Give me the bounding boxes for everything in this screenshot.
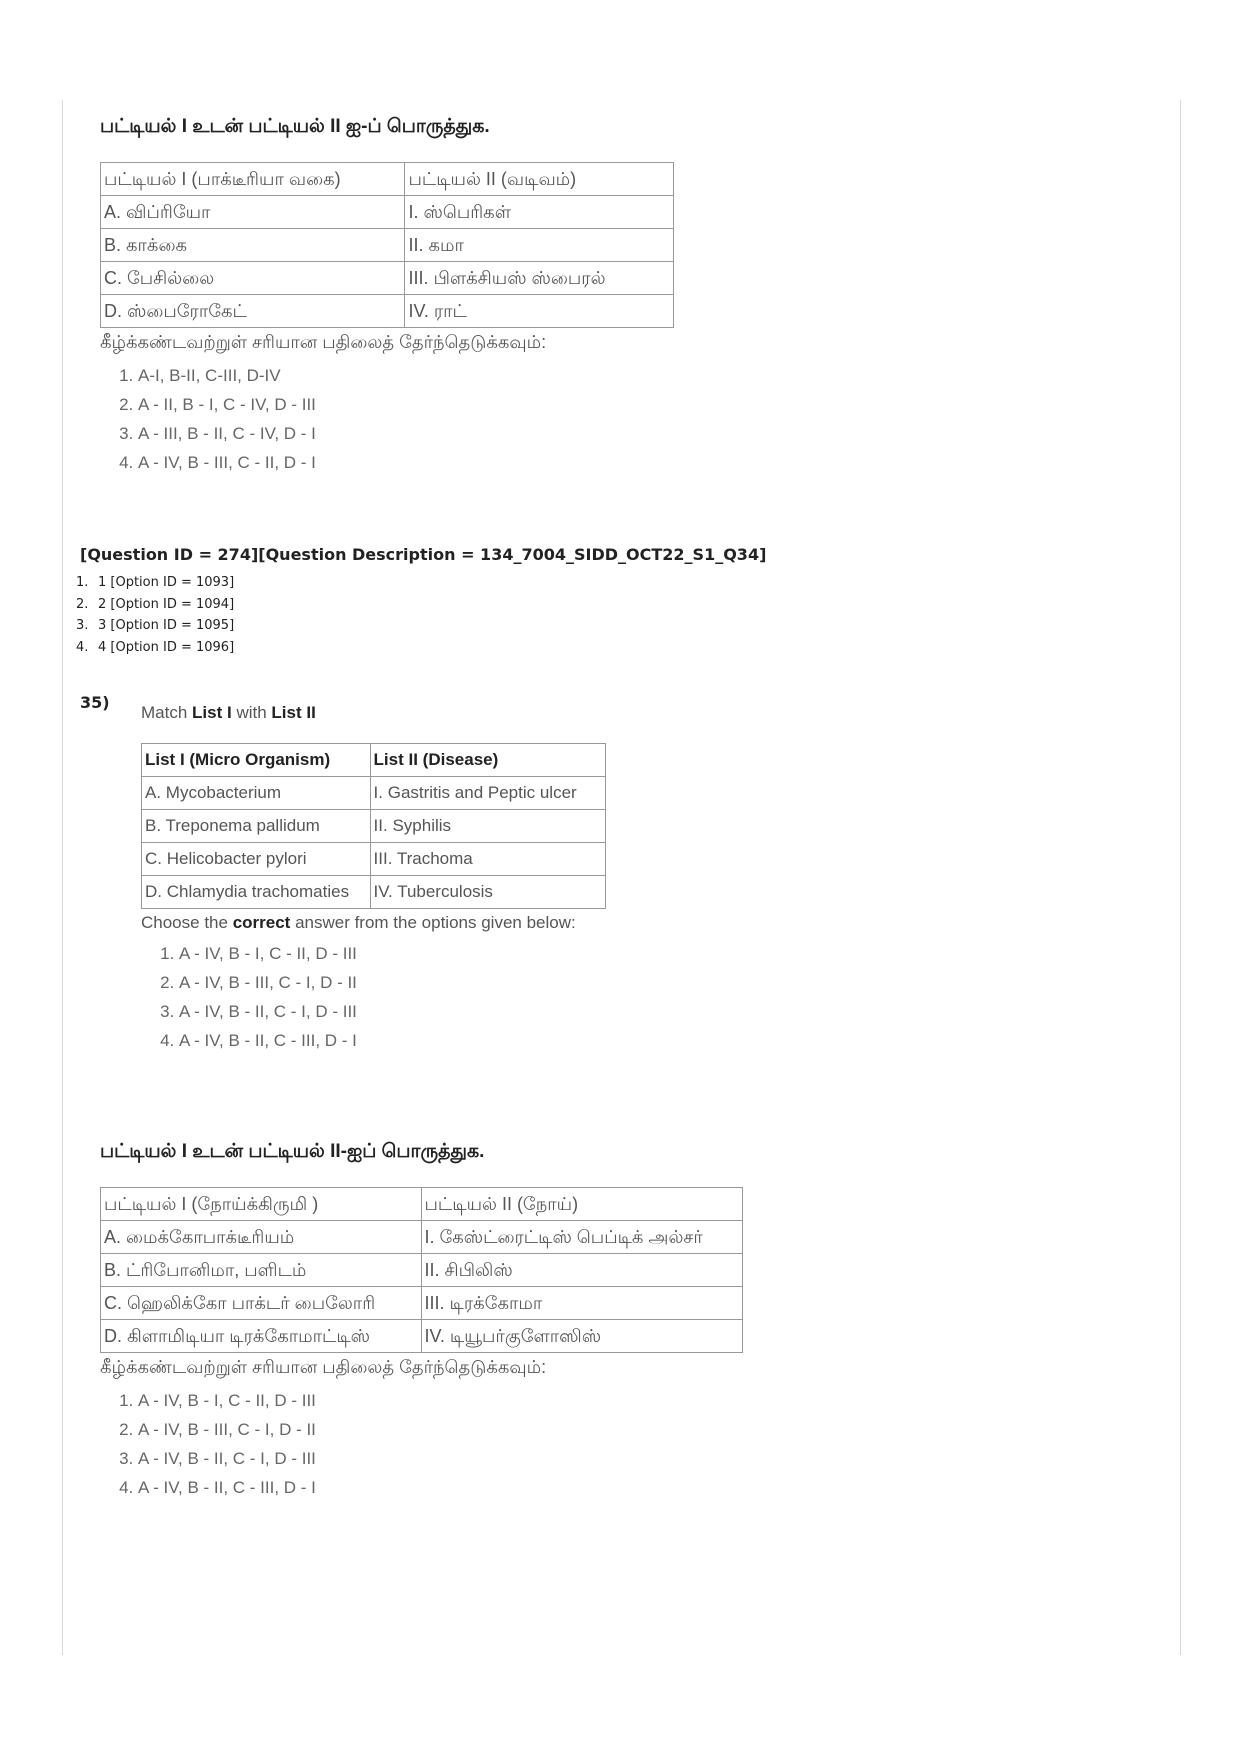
list-item: 2. 2 [Option ID = 1094] [76, 596, 235, 612]
question-meta [76, 545, 767, 658]
question-heading: Match List I with List II [141, 703, 316, 722]
list-item: 1. A - IV, B - I, C - II, D - III [179, 939, 606, 968]
table-cell: D. ஸ்பைரோகேட் [101, 295, 405, 328]
table-cell: பட்டியல் II (நோய்) [421, 1188, 742, 1221]
list-item: 2. A - II, B - I, C - IV, D - III [138, 390, 674, 419]
question-number: 35) [80, 693, 110, 712]
list-item: 2. A - IV, B - III, C - I, D - II [179, 968, 606, 997]
table-row [101, 196, 674, 229]
table-row [101, 1287, 743, 1320]
question-35-english [141, 703, 606, 1055]
table-cell: பட்டியல் I (நோய்க்கிருமி ) [101, 1188, 422, 1221]
table-row [142, 810, 606, 843]
table-row [142, 777, 606, 810]
table-cell: III. டிரக்கோமா [421, 1287, 742, 1320]
match-table [141, 743, 606, 909]
table-cell: II. Syphilis [370, 810, 605, 843]
table-row [142, 744, 606, 777]
table-cell: A. மைக்கோபாக்டீரியம் [101, 1221, 422, 1254]
list-item: 1. A-I, B-II, C-III, D-IV [138, 361, 674, 390]
table-cell: C. Helicobacter pylori [142, 843, 371, 876]
table-cell: IV. Tuberculosis [370, 876, 605, 909]
table-cell: C. பேசில்லை [101, 262, 405, 295]
list-item: 3. 3 [Option ID = 1095] [76, 618, 235, 633]
table-cell: D. கிளாமிடியா டிரக்கோமாட்டிஸ் [101, 1320, 422, 1353]
option-id-list [76, 572, 762, 658]
table-cell: List I (Micro Organism) [142, 744, 371, 777]
table-row [101, 1320, 743, 1353]
question-id-line: [Question ID = 274][Question Description = 134_7004_SIDD_OCT22_S1_Q34] [80, 545, 767, 564]
answer-instruction: Choose the correct answer from the options given below: [141, 913, 576, 932]
table-cell: II. சிபிலிஸ் [421, 1254, 742, 1287]
table-row [101, 262, 674, 295]
table-cell: I. ஸ்பெரிகள் [405, 196, 674, 229]
list-item: 4. A - IV, B - III, C - II, D - I [138, 448, 674, 477]
list-item: 2. A - IV, B - III, C - I, D - II [138, 1415, 743, 1444]
answer-choices [141, 939, 606, 1055]
match-table [100, 1187, 743, 1353]
list-item: 1. A - IV, B - I, C - II, D - III [138, 1386, 743, 1415]
list-item: 3. A - IV, B - II, C - I, D - III [179, 997, 606, 1026]
table-cell: List II (Disease) [370, 744, 605, 777]
question-34-tamil [100, 116, 674, 477]
table-cell: IV. ராட் [405, 295, 674, 328]
table-cell: C. ஹெலிக்கோ பாக்டர் பைலோரி [101, 1287, 422, 1320]
answer-instruction: கீழ்க்கண்டவற்றுள் சரியான பதிலைத் தேர்ந்தெடுக்கவும்: [100, 332, 547, 352]
table-cell: I. கேஸ்ட்ரைட்டிஸ் பெப்டிக் அல்சர் [421, 1221, 742, 1254]
list-item: 4. 4 [Option ID = 1096] [76, 639, 235, 655]
table-cell: பட்டியல் II (வடிவம்) [405, 163, 674, 196]
answer-choices [100, 1386, 743, 1502]
answer-instruction: கீழ்க்கண்டவற்றுள் சரியான பதிலைத் தேர்ந்தெடுக்கவும்: [100, 1357, 547, 1377]
table-row [101, 1188, 743, 1221]
table-cell: பட்டியல் I (பாக்டீரியா வகை) [101, 163, 405, 196]
question-35-tamil [100, 1141, 743, 1502]
table-cell: A. விப்ரியோ [101, 196, 405, 229]
table-cell: B. ட்ரிபோனிமா, பளிடம் [101, 1254, 422, 1287]
table-cell: B. காக்கை [101, 229, 405, 262]
table-cell: A. Mycobacterium [142, 777, 371, 810]
table-row [142, 876, 606, 909]
answer-choices [100, 361, 674, 477]
table-cell: IV. டியூபர்குளோஸிஸ் [421, 1320, 742, 1353]
list-item: 3. A - III, B - II, C - IV, D - I [138, 419, 674, 448]
match-table [100, 162, 674, 328]
table-cell: III. பிளக்சியஸ் ஸ்பைரல் [405, 262, 674, 295]
table-cell: II. கமா [405, 229, 674, 262]
table-row [142, 843, 606, 876]
list-item: 1. 1 [Option ID = 1093] [76, 575, 235, 590]
table-cell: III. Trachoma [370, 843, 605, 876]
table-row [101, 163, 674, 196]
table-cell: I. Gastritis and Peptic ulcer [370, 777, 605, 810]
table-row [101, 1254, 743, 1287]
list-item: 3. A - IV, B - II, C - I, D - III [138, 1444, 743, 1473]
table-cell: D. Chlamydia trachomaties [142, 876, 371, 909]
question-heading: பட்டியல் I உடன் பட்டியல் II ஐ-ப் பொருத்துக. [100, 116, 490, 137]
table-row [101, 229, 674, 262]
list-item: 4. A - IV, B - II, C - III, D - I [138, 1473, 743, 1502]
page-right-border [1180, 100, 1181, 1655]
table-row [101, 1221, 743, 1254]
table-row [101, 295, 674, 328]
list-item: 4. A - IV, B - II, C - III, D - I [179, 1026, 606, 1055]
question-heading: பட்டியல் I உடன் பட்டியல் II-ஐப் பொருத்துக. [100, 1141, 485, 1162]
table-cell: B. Treponema pallidum [142, 810, 371, 843]
page-left-border [62, 100, 63, 1655]
